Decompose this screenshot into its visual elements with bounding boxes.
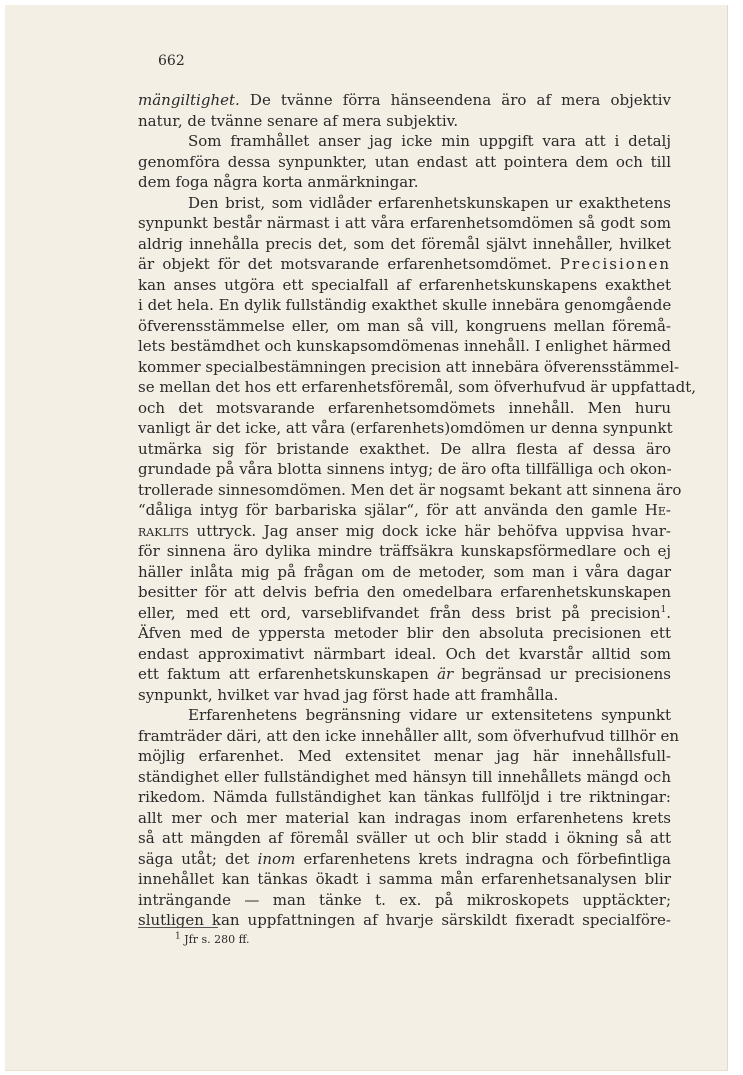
text-line: i det hela. En dylik fullständig exakthet skulle innebära genomgående <box>138 296 672 314</box>
text-line: så att mängden af föremål sväller ut och blir stadd i ökning så att <box>138 829 671 847</box>
text-line: kan anses utgöra ett specialfall af erfarenhetskunskapens exakthet <box>138 275 671 294</box>
text-line: endast approximativt närmbart ideal. Och det kvarstår alltid som <box>138 644 671 663</box>
text-line: synpunkt, hvilket var hvad jag först hade att framhålla. <box>138 685 559 704</box>
text-line: Erfarenhetens begränsning vidare ur extensitetens synpunkt <box>188 706 671 724</box>
text-line: eller, med ett ord, varseblifvandet från dess brist på precision$^1$. <box>138 603 671 622</box>
text-line: vanligt är det icke, att våra (erfarenhets)omdömen ur denna synpunkt <box>138 419 673 437</box>
text-line: kommer specialbestämningen precision att innebära öfverensstämmel- <box>138 357 680 376</box>
text-line: öfverensstämmelse eller, om man så vill, kongruens mellan föremå- <box>138 316 671 335</box>
text-line: säga utåt; det inom erfarenhetens krets indragna och förbefintliga <box>138 849 671 868</box>
footnote-mark: 1 <box>175 931 181 942</box>
page-number: 662 <box>158 53 185 69</box>
text-line: och det motsvarande erfarenhetsomdömets innehåll. Men huru <box>138 398 671 417</box>
text-line: raklits uttryck. Jag anser mig dock icke här behöfva uppvisa hvar- <box>138 521 671 540</box>
body-text <box>138 90 697 931</box>
text-line: se mellan det hos ett erfarenhetsföremål, som öfverhufvud är uppfattadt, <box>138 378 697 396</box>
text-line: ständighet eller fullständighet med hänsyn till innehållets mängd och <box>138 767 671 786</box>
text-line: dem foga några korta anmärkningar. <box>138 173 419 191</box>
text-line: besitter för att delvis befria den omedelbara erfarenhetskunskapen <box>138 583 671 601</box>
text-line: Äfven med de yppersta metoder blir den absoluta precisionen ett <box>138 624 671 642</box>
text-line: Som framhållet anser jag icke min uppgift vara att i detalj <box>188 132 671 150</box>
book-page <box>5 5 728 1071</box>
text-line: Den brist, som vidlåder erfarenhetskunskapen ur exakthetens <box>188 193 671 212</box>
text-line: allt mer och mer material kan indragas inom erfarenhetens krets <box>138 808 671 827</box>
text-line: natur, de tvänne senare af mera subjektiv. <box>138 111 459 130</box>
text-line: grundade på våra blotta sinnens intyg; de äro ofta tillfälliga och okon- <box>138 460 672 478</box>
text-line: inträngande — man tänke t. ex. på mikroskopets upptäckter; <box>138 890 671 909</box>
text-line: synpunkt består närmast i att våra erfarenhetsomdömen så godt som <box>138 214 671 232</box>
text-line: möjlig erfarenhet. Med extensitet menar jag här innehållsfull- <box>138 747 671 765</box>
text-line: trollerade sinnesomdömen. Men det är nogsamt bekant att sinnena äro <box>138 480 682 499</box>
text-line: innehållet kan tänkas ökadt i samma mån erfarenhetsanalysen blir <box>138 870 671 888</box>
text-line: “dåliga intyg för barbariska själar“, för att använda den gamle He- <box>138 501 671 519</box>
text-line: framträder däri, att den icke innehåller allt, som öfverhufvud tillhör en <box>138 726 680 745</box>
text-line: mängiltighet. De tvänne förra hänseendena äro af mera objektiv <box>138 91 671 109</box>
text-line: lets bestämdhet och kunskapsomdömenas innehåll. I enlighet härmed <box>138 337 671 355</box>
text-line: för sinnena äro dylika mindre träffsäkra kunskapsförmedlare och ej <box>138 542 671 560</box>
text-line: häller inlåta mig på frågan om de metoder, som man i våra dagar <box>138 562 671 581</box>
text-line: utmärka sig för bristande exakthet. De allra flesta af dessa äro <box>138 439 671 458</box>
text-line: aldrig innehålla precis det, som det föremål självt innehåller, hvilket <box>138 234 671 253</box>
footnote-divider <box>138 927 218 928</box>
footnote-ref: 1 <box>660 604 667 615</box>
text-line: slutligen kan uppfattningen af hvarje särskildt fixeradt specialföre- <box>138 911 671 929</box>
text-line: ett faktum att erfarenhetskunskapen är begränsad ur precisionens <box>138 665 671 683</box>
text-line: är objekt för det motsvarande erfarenhetsomdömet. Precisionen <box>138 255 671 273</box>
text-line: genomföra dessa synpunkter, utan endast att pointera dem och till <box>138 152 671 171</box>
text-line: rikedom. Nämda fullständighet kan tänkas fullföljd i tre riktningar: <box>138 788 671 806</box>
footnote: $^1$ Jfr s. 280 ff. <box>175 931 250 946</box>
